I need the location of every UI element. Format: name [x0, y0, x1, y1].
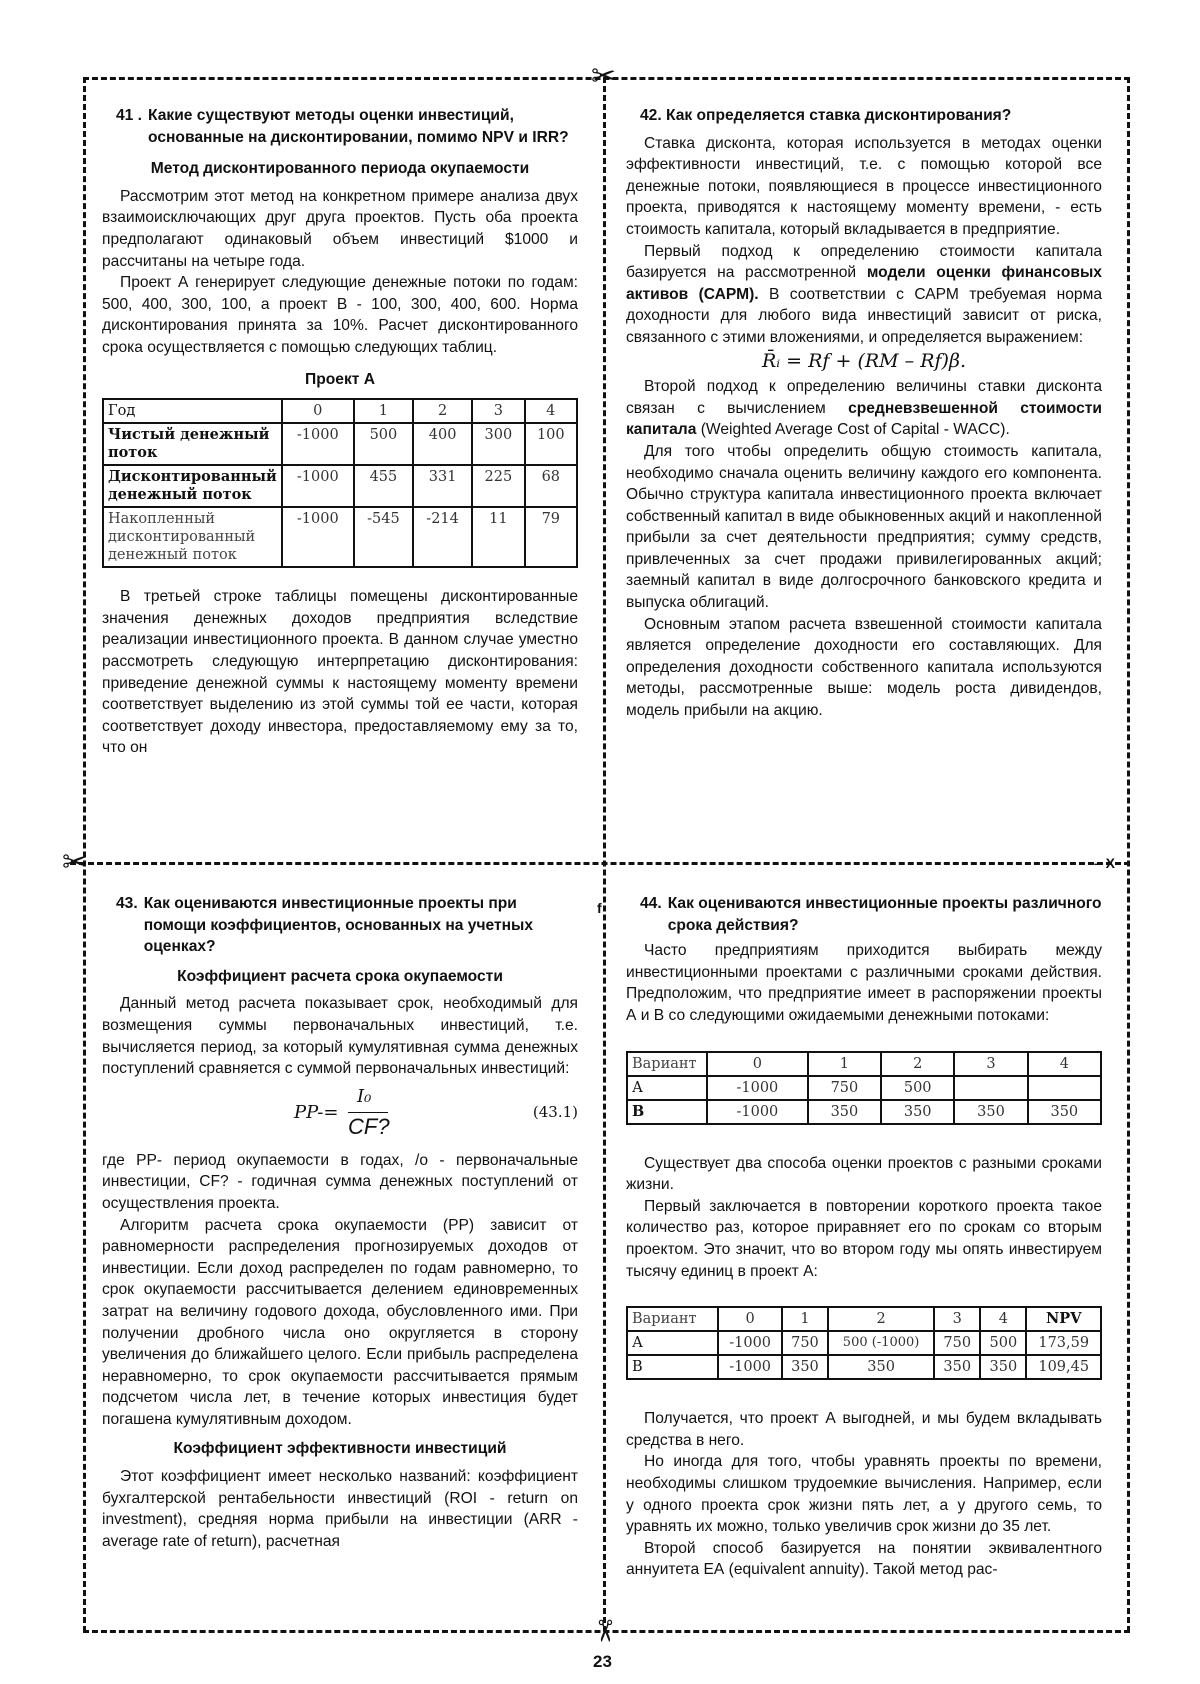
cut-line-center	[603, 77, 606, 1632]
method-subtitle: Метод дисконтированного периода окупаемости	[150, 160, 530, 178]
table-cell: 350	[808, 1100, 881, 1124]
table-cell: 350	[954, 1100, 1027, 1124]
paragraph	[626, 376, 1102, 441]
table-cell: 225	[472, 465, 524, 507]
question-42-heading: 42. Как определяется ставка дисконтирования?	[640, 107, 1012, 124]
table-title: Проект А	[305, 370, 375, 388]
table-cell: -1000	[282, 465, 354, 507]
table-row	[627, 1331, 1101, 1355]
table-header-cell: 3	[934, 1307, 980, 1331]
table-cell: -1000	[707, 1100, 808, 1124]
section-43	[102, 893, 578, 1552]
table-header-cell: 3	[472, 399, 524, 423]
table-cell: -214	[413, 507, 472, 567]
table-cell	[954, 1076, 1027, 1100]
table-cell: 500	[980, 1331, 1026, 1355]
table-cell: 750	[934, 1331, 980, 1355]
table-cell: 500	[881, 1076, 954, 1100]
table-cell: А	[627, 1331, 718, 1355]
capm-formula: R̄ᵢ = Rf + (RM – Rf)β.	[762, 349, 966, 372]
table-cell: -1000	[282, 423, 354, 465]
table-header-cell: 4	[1028, 1052, 1101, 1076]
paragraph: Второй способ базируется на понятии эквивалентного аннуитета ЕА (equivalent annuity). Такой метод рас-	[626, 1539, 1102, 1579]
table-cell: -1000	[707, 1076, 808, 1100]
method-subtitle: Коэффициент расчета срока окупаемости	[177, 967, 503, 985]
table-header-cell: 1	[808, 1052, 881, 1076]
margin-mark-f: f	[597, 900, 602, 916]
table-cell: 300	[472, 423, 524, 465]
paragraph: Часто предприятиям приходится выбирать между инвестиционными проектами с различными сроками действия. Предположим, что предприятие имеет в распоряжении проекты А и В со следующими ожидаемыми денежными потоками:	[626, 942, 1102, 1024]
formula-denominator: CF?	[348, 1113, 390, 1139]
table-cell: 11	[472, 507, 524, 567]
table-cell: В	[627, 1355, 718, 1379]
formula-number: (43.1)	[532, 1102, 578, 1121]
cut-line-middle	[70, 862, 1130, 865]
question-title: Какие существуют методы оценки инвестиций, основанные на дисконтировании, помимо NPV и IRR?	[148, 107, 569, 146]
table-cell: 100	[525, 423, 577, 465]
question-43-heading	[102, 893, 578, 958]
table-cell	[103, 423, 282, 465]
paragraph: где PP- период окупаемости в годах, /о - первоначальные инвестиции, CF? - годичная сумма денежных поступлений от осуществления проекта.	[102, 1151, 578, 1212]
fraction-bar	[348, 1112, 388, 1113]
question-number: 43.	[116, 895, 138, 912]
table-header-cell: NPV	[1026, 1307, 1101, 1331]
table-header-row	[103, 399, 577, 423]
table-cell: 350	[782, 1355, 828, 1379]
table-header-cell: 3	[954, 1052, 1027, 1076]
table-cell: 500	[354, 423, 413, 465]
paragraph: Этот коэффициент имеет несколько названий: коэффициент бухгалтерской рентабельности инвестиций (ROI - return on investment), средняя норма прибыли на инвестиции (ARR - average rate of return), расчетная	[102, 1468, 578, 1550]
method-subtitle: Коэффициент эффективности инвестиций	[173, 1440, 507, 1458]
scissors-icon: ✂	[591, 59, 617, 94]
paragraph: Получается, что проект А выгодней, и мы будем вкладывать средства в него.	[626, 1410, 1102, 1449]
paragraph: Для того чтобы определить общую стоимость капитала, необходимо сначала оценить величину каждого его компонента. Обычно структура капитала инвестиционного проекта включает собственный капитал в виде обыкновенных акций и накопленной прибыли за счет деятельности предприятия; сумму средств, привлеченных за счет продажи привилегированных акций; заемный капитал в виде долгосрочного банковского кредита и выпуска облигаций.	[626, 442, 1102, 612]
projects-table	[626, 1051, 1102, 1125]
table-row	[103, 423, 577, 465]
table-cell: 750	[782, 1331, 828, 1355]
paragraph	[626, 241, 1102, 349]
table-cell: 173,59	[1026, 1331, 1101, 1355]
paragraph: В третьей строке таблицы помещены дисконтированные значения денежных доходов предприятия вследствие реализации инвестиционного проекта. В данном случае уместно рассмотреть следующую интерпретацию дисконтирования: приведение денежной суммы к настоящему моменту времени соответствует выделению из этой суммы той ее части, которая соответствует доходу инвестора, предоставляемому ему за то, что он	[102, 588, 578, 757]
section-41	[102, 105, 578, 759]
table-cell	[1028, 1076, 1101, 1100]
table-cell: -1000	[282, 507, 354, 567]
table-cell: 68	[525, 465, 577, 507]
table-cell: 331	[413, 465, 472, 507]
question-title: Как оцениваются инвестиционные проекты при помощи коэффициентов, основанных на учетных оценках?	[143, 895, 534, 956]
table-cell: -1000	[718, 1331, 781, 1355]
table-cell: -1000	[718, 1355, 781, 1379]
question-number: 44.	[640, 895, 662, 912]
table-header-cell: 4	[525, 399, 577, 423]
table-header-cell: 1	[782, 1307, 828, 1331]
scissors-icon: ✂	[62, 845, 88, 880]
paragraph: Проект А генерирует следующие денежные потоки по годам: 500, 400, 300, 100, а проект В - 100, 300, 400, 600. Норма дисконтирования принята за 10%. Расчет дисконтированного срока осуществляется с помощью следующих таблиц.	[102, 274, 578, 356]
table-header-cell: 4	[980, 1307, 1026, 1331]
table-header-cell: 2	[881, 1052, 954, 1076]
text-span: Второй подход к определению величины ставки дисконта связан с вычислением	[626, 378, 1102, 417]
row-label: Чистый денежный поток	[108, 426, 270, 462]
table-cell: 500 (-1000)	[828, 1331, 934, 1355]
question-41-heading	[102, 105, 578, 148]
bold-term: модели оценки финансовых активов (САРМ).	[626, 264, 1102, 303]
table-cell: 750	[808, 1076, 881, 1100]
text-span: В соответствии с САРМ требуемая норма доходности для любого вида инвестиций зависит от риска, связанного с этими вложениями, и определяется выражением:	[626, 285, 1102, 346]
table-row	[627, 1076, 1101, 1100]
section-42	[626, 105, 1102, 722]
row-label: Дисконтированный денежный поток	[108, 468, 277, 504]
table-cell: 400	[413, 423, 472, 465]
table-cell: В	[627, 1100, 707, 1124]
table-header-cell: 2	[828, 1307, 934, 1331]
table-header-cell: 0	[707, 1052, 808, 1076]
paragraph: Алгоритм расчета срока окупаемости (PP) зависит от равномерности распределения прогнозируемых доходов от инвестиции. Если доход распределен по годам равномерно, то срок окупаемости рассчитывается делением единовременных затрат на величину годового дохода, обусловленного ими. При получении дробного числа оно округляется в сторону увеличения до ближайшего целого. Если прибыль распределена неравномерно, то срок окупаемости рассчитывается прямым подсчетом числа лет, в течение которых инвестиция будет погашена кумулятивным доходом.	[102, 1216, 578, 1428]
paragraph: Ставка дисконта, которая используется в методах оценки эффективности инвестиций, т.е. с помощью которой все денежные потоки, появляющиеся в процессе инвестиционного проекта, приводятся к настоящему моменту времени, - есть стоимость капитала, который вкладывается в предприятие.	[626, 134, 1102, 238]
table-cell: 350	[828, 1355, 934, 1379]
question-44-heading	[626, 893, 1102, 936]
text-span: (Weighted Average Cost of Capital - WACC).	[696, 421, 1010, 439]
scissors-icon: ✂	[586, 1618, 622, 1644]
table-cell: Накопленный дисконтированный денежный поток	[103, 507, 282, 567]
paragraph: Рассмотрим этот метод на конкретном примере анализа двух взаимоисключающих друг друга проектов. Пусть оба проекта предполагают одинаковый объем инвестиций $1000 и рассчитаны на четыре года.	[102, 187, 578, 270]
table-cell: 455	[354, 465, 413, 507]
table-cell: 350	[881, 1100, 954, 1124]
table-cell: 350	[980, 1355, 1026, 1379]
table-header-cell: Год	[103, 399, 282, 423]
table-header-cell: Вариант	[627, 1307, 718, 1331]
table-row	[627, 1100, 1101, 1124]
table-header-cell: 0	[282, 399, 354, 423]
table-header-cell: 2	[413, 399, 472, 423]
table-row	[103, 465, 577, 507]
project-a-table	[102, 398, 578, 568]
cut-line-right	[1127, 77, 1130, 1632]
formula-numerator: I₀	[357, 1085, 372, 1107]
table-cell	[103, 465, 282, 507]
table-cell: -545	[354, 507, 413, 567]
npv-table	[626, 1306, 1102, 1380]
section-44	[626, 893, 1102, 1581]
table-header-cell: 1	[354, 399, 413, 423]
table-cell: 79	[525, 507, 577, 567]
paragraph: Но иногда для того, чтобы уравнять проекты по времени, необходимы слишком трудоемкие вычисления. Например, если у одного проекта срок жизни пять лет, а у другого семь, то уравнять их можно, только увеличив срок жизни до 35 лет.	[626, 1453, 1102, 1536]
table-header-cell: Вариант	[627, 1052, 707, 1076]
payback-formula	[102, 1086, 578, 1142]
table-cell: 350	[1028, 1100, 1101, 1124]
question-number: 41 .	[116, 107, 143, 124]
paragraph: Первый заключается в повторении короткого проекта такое количество раз, которое приравняет его по срокам со вторым проектом. Это значит, что во втором году мы опять инвестируем тысячу единиц в проект А:	[626, 1197, 1102, 1280]
table-row	[627, 1355, 1101, 1379]
table-header-row	[627, 1307, 1101, 1331]
paragraph: Данный метод расчета показывает срок, необходимый для возмещения суммы первоначальных инвестиций, т.е. вычисляется период, за который кумулятивная сумма денежных поступлений сравняется с суммой первоначальных инвестиций:	[102, 995, 578, 1078]
table-row	[103, 507, 577, 567]
text-span: Первый подход к определению стоимости капитала базируется на рассмотренной	[626, 242, 1102, 282]
table-header-row	[627, 1052, 1101, 1076]
margin-mark-x: – X	[1094, 855, 1116, 871]
paragraph: Существует два способа оценки проектов с разными сроками жизни.	[626, 1154, 1102, 1194]
paragraph: Основным этапом расчета взвешенной стоимости капитала является определение доходности его составляющих. Для определения доходности собственного капитала используются методы, рассмотренные выше: модель роста дивидендов, модель прибыли на акцию.	[626, 615, 1102, 720]
page-number: 23	[593, 1652, 612, 1671]
question-title: Как оцениваются инвестиционные проекты различного срока действия?	[667, 895, 1102, 934]
bold-term: средневзвешенной стоимости капитала	[626, 399, 1102, 439]
table-cell: 350	[934, 1355, 980, 1379]
table-cell: 109,45	[1026, 1355, 1101, 1379]
formula-lhs: PP-=	[294, 1101, 339, 1123]
table-header-cell: 0	[718, 1307, 781, 1331]
table-cell: А	[627, 1076, 707, 1100]
